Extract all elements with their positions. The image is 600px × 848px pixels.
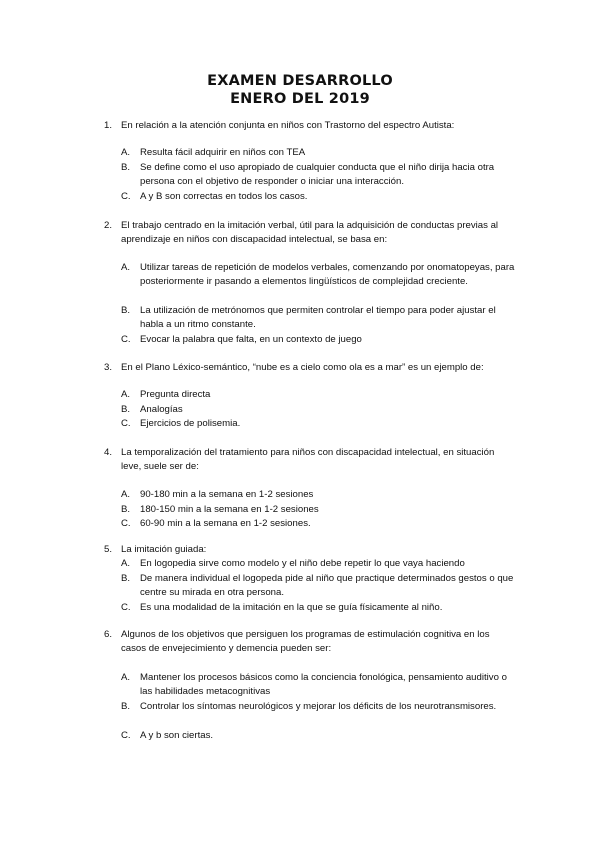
option-text: La utilización de metrónomos que permiten controlar el tiempo para poder ajustar el habla a un ritmo constante. [140, 305, 496, 331]
option-text: Resulta fácil adquirir en niños con TEA [140, 147, 306, 158]
option-text: De manera individual el logopeda pide al niño que practique determinados gestos o que centre su mirada en otra persona. [140, 573, 514, 599]
option-text: 180-150 min a la semana en 1-2 sesiones [140, 504, 319, 515]
option-letter: A. [121, 558, 131, 569]
option-letter: C. [121, 602, 131, 613]
exam-title: EXAMEN DESARROLLO [207, 73, 393, 89]
question-number: 6. [104, 629, 113, 640]
option-letter: B. [121, 504, 131, 515]
option-letter: A. [121, 147, 131, 158]
option-text: Pregunta directa [140, 389, 211, 400]
question-number: 2. [104, 220, 113, 231]
option-letter: A. [121, 389, 131, 400]
option-text: Es una modalidad de la imitación en la que se guía físicamente al niño. [140, 602, 443, 613]
option-letter: A. [121, 489, 131, 500]
option-letter: C. [121, 730, 131, 741]
option-letter: B. [121, 404, 131, 415]
question-stem: La temporalización del tratamiento para niños con discapacidad intelectual, en situación leve, suele ser de: [121, 447, 495, 473]
option-text: A y b son ciertas. [140, 730, 214, 741]
question-stem: En relación a la atención conjunta en niños con Trastorno del espectro Autista: [121, 120, 455, 131]
option-letter: C. [121, 191, 131, 202]
option-text: A y B son correctas en todos los casos. [140, 191, 308, 202]
option-letter: B. [121, 162, 131, 173]
question-number: 5. [104, 544, 113, 555]
option-text: Utilizar tareas de repetición de modelos verbales, comenzando por onomatopeyas, para posteriormente ir pasando a elementos lingüísticos de complejidad creciente. [140, 262, 515, 288]
option-letter: B. [121, 573, 131, 584]
option-text: Controlar los síntomas neurológicos y mejorar los déficits de los neurotransmisores. [140, 701, 497, 712]
question-stem: La imitación guiada: [121, 544, 207, 555]
option-text: 60-90 min a la semana en 1-2 sesiones. [140, 518, 311, 529]
option-letter: C. [121, 418, 131, 429]
question-number: 3. [104, 362, 113, 373]
option-letter: C. [121, 518, 131, 529]
question-stem: El trabajo centrado en la imitación verbal, útil para la adquisición de conductas previas al aprendizaje en niños con discapacidad intelectual, se basa en: [121, 220, 499, 246]
option-text: En logopedia sirve como modelo y el niño debe repetir lo que vaya haciendo [140, 558, 465, 569]
option-text: Se define como el uso apropiado de cualquier conducta que el niño dirija hacia otra persona con el objetivo de responder o iniciar una interacción. [140, 162, 495, 188]
option-letter: B. [121, 701, 131, 712]
option-letter: B. [121, 305, 131, 316]
question-stem: Algunos de los objetivos que persiguen los programas de estimulación cognitiva en los casos de envejecimiento y demencia pueden ser: [121, 629, 490, 655]
question-number: 4. [104, 447, 113, 458]
question-stem: En el Plano Léxico-semántico, “nube es a cielo como ola es a mar” es un ejemplo de: [121, 362, 484, 373]
exam-date-title: ENERO DEL 2019 [230, 91, 370, 107]
option-text: Ejercicios de polisemia. [140, 418, 241, 429]
option-letter: A. [121, 672, 131, 683]
option-letter: A. [121, 262, 131, 273]
option-text: Analogías [140, 404, 183, 415]
option-text: Mantener los procesos básicos como la conciencia fonológica, pensamiento auditivo o las habilidades metacognitivas [140, 672, 507, 698]
option-letter: C. [121, 334, 131, 345]
option-text: 90-180 min a la semana en 1-2 sesiones [140, 489, 314, 500]
option-text: Evocar la palabra que falta, en un contexto de juego [140, 334, 362, 345]
question-number: 1. [104, 120, 113, 131]
